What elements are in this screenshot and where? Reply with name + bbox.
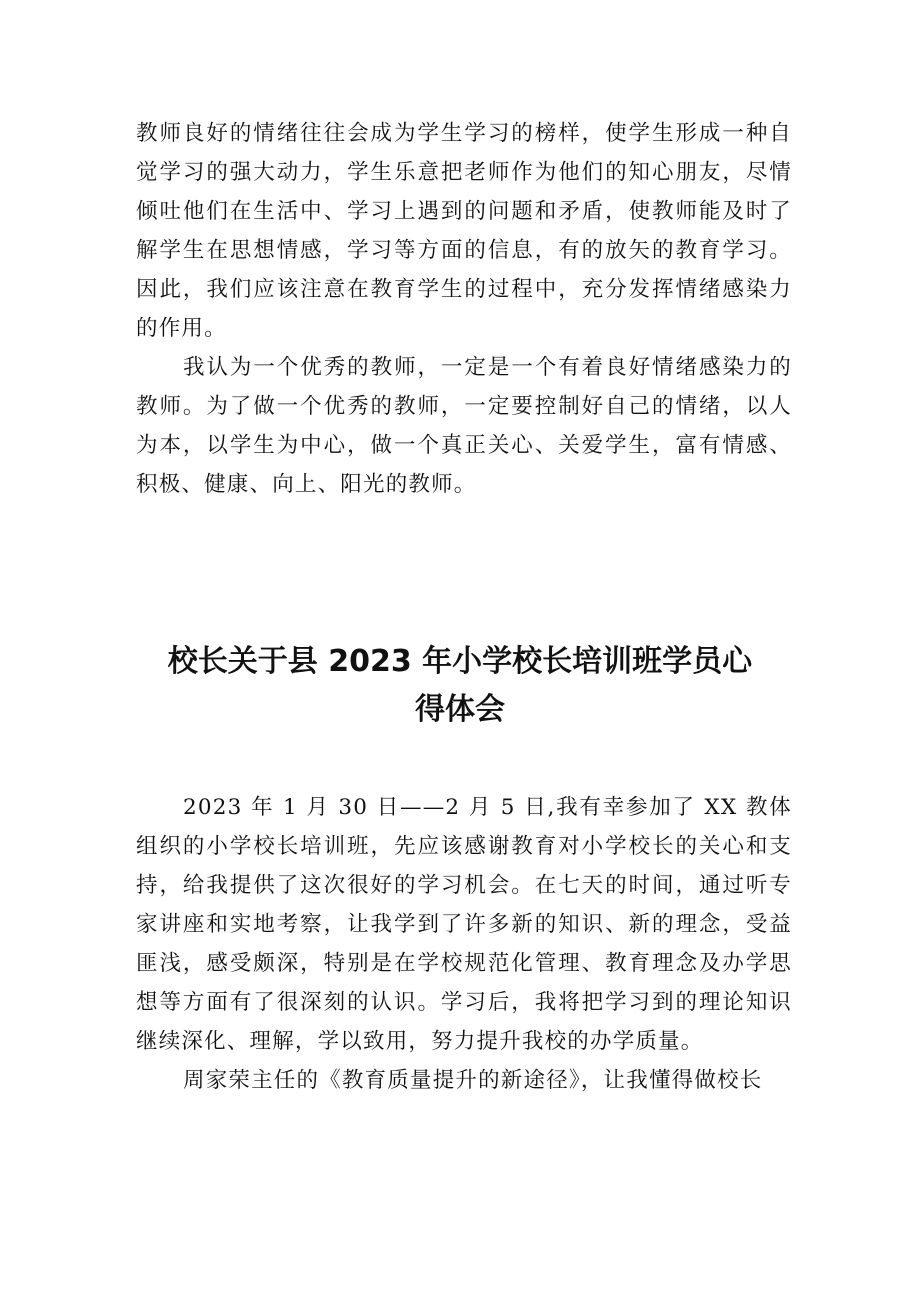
article-title-line-1: 校长关于县 2023 年小学校长培训班学员心: [167, 644, 753, 679]
section1-paragraph-2: 我认为一个优秀的教师，一定是一个有着良好情绪感染力的教师。为了做一个优秀的教师，一定要控制好自己的情绪，以人为本，以学生为中心，做一个真正关心、关爱学生，富有情感、积极、健康、向上、阳光的教师。: [136, 355, 792, 497]
section1-body: [136, 114, 792, 504]
section1-paragraph-1: 教师良好的情绪往往会成为学生学习的榜样，使学生形成一种自觉学习的强大动力，学生乐意把老师作为他们的知心朋友，尽情倾吐他们在生活中、学习上遇到的问题和矛盾，使教师能及时了解学生在思想情感，学习等方面的信息，有的放矢的教育学习。因此，我们应该注意在教育学生的过程中，充分发挥情绪感染力的作用。: [136, 121, 792, 341]
article-title-line-2: 得体会: [415, 692, 505, 727]
article-paragraph-1: 2023 年 1 月 30 日——2 月 5 日,我有幸参加了 XX 教体组织的小学校长培训班，先应该感谢教育对小学校长的关心和支持，给我提供了这次很好的学习机会。在七天的时间，通过听专家讲座和实地考察，让我学到了许多新的知识、新的理念，受益匪浅，感受颇深，特别是在学校规范化管理、教育理念及办学思想等方面有了很深刻的认识。学习后，我将把学习到的理论知识继续深化、理解，学以致用，努力提升我校的办学质量。: [136, 795, 792, 1054]
article-paragraph-2: 周家荣主任的《教育质量提升的新途径》，让我懂得做校长: [183, 1068, 763, 1093]
article-title: [100, 638, 820, 734]
article-body: [136, 788, 792, 1100]
